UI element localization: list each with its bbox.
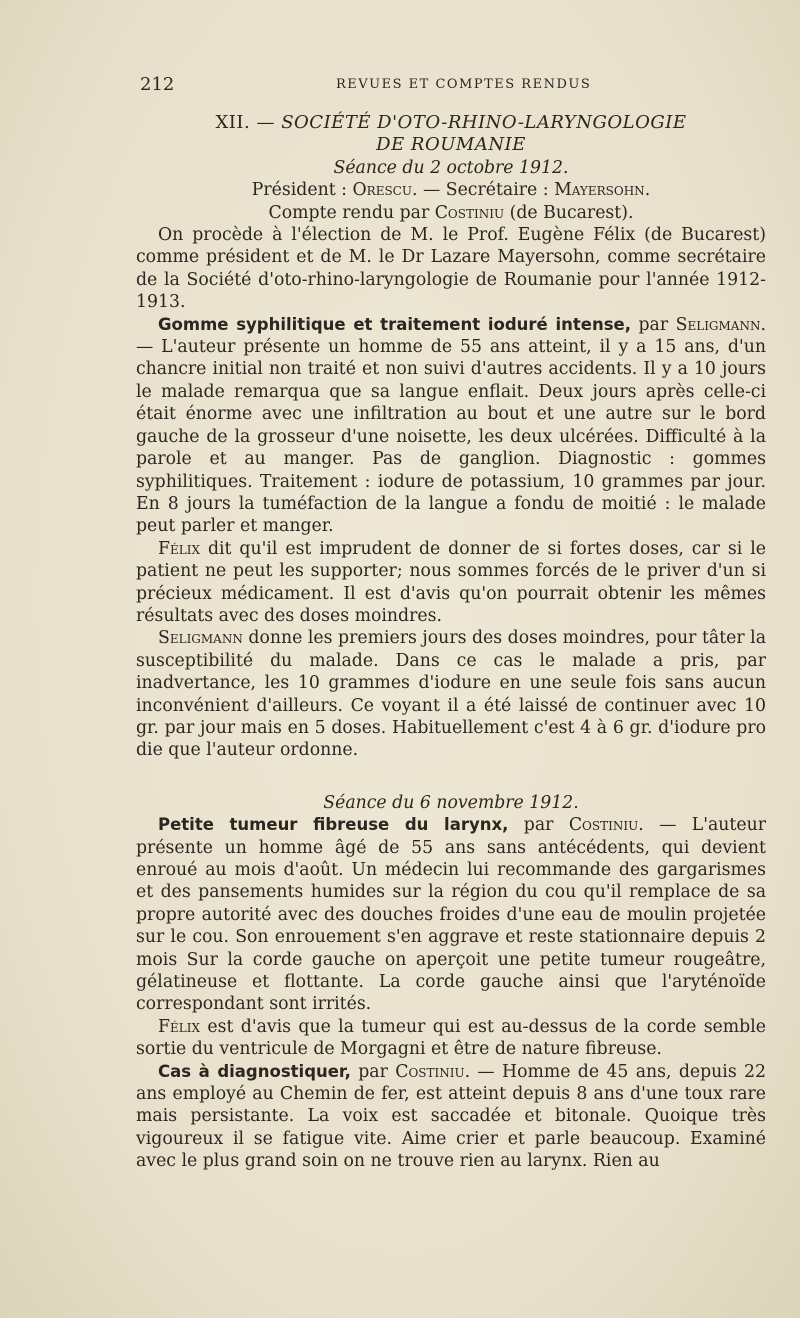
president-label: Président :: [251, 180, 347, 201]
section-title-line2: DE ROUMANIE: [376, 134, 526, 156]
section-number: XII. —: [215, 112, 275, 133]
tumeur-paragraph: [136, 814, 766, 1016]
felix-name-1: Félix: [158, 538, 201, 559]
felix-name-2: Félix: [158, 1016, 201, 1037]
report-author: Costiniu: [434, 202, 505, 223]
felix-paragraph-1: [136, 538, 766, 628]
page-header: [136, 74, 766, 96]
tumeur-text: . — L'auteur présente un homme âgé de 55 ans sans antécédents, qui devient enroué au mois d'août. Un médecin lui recommande des gargarismes et des pansements humides sur la région du cou qu'il remplace de sa propre autorité avec des douches froides d'une eau de moulin projetée sur le cou. Son enrouement s'en aggrave et reste stationnaire depuis 2 mois Sur la corde gauche on aperçoit une petite tumeur rougeâtre, gélatineuse et flottante. La corde gauche ainsi que l'aryténoïde correspondant sont irrités.: [136, 815, 766, 1015]
tumeur-heading: Petite tumeur fibreuse du larynx,: [158, 815, 509, 835]
cas-text: . — Homme de 45 ans, depuis 22 ans employé au Chemin de fer, est atteint depuis 8 ans d'une toux rare mais persistante. La voix est saccadée et bitonale. Quoique très vigoureux il se fatigue vite. Aime crier et parle beaucoup. Examiné avec le plus grand soin on ne trouve rien au larynx. Rien au: [136, 1061, 766, 1172]
cas-author: Costiniu: [395, 1061, 465, 1082]
president-name: Orescu: [352, 180, 412, 201]
report-line: [136, 202, 766, 224]
report-prefix: Compte rendu par: [268, 202, 430, 223]
section-title-line1: SOCIÉTÉ D'OTO-RHINO-LARYNGOLOGIE: [281, 112, 687, 133]
secretary-name: Mayersohn: [554, 180, 645, 201]
cas-by: par: [358, 1061, 388, 1082]
meeting-date-1: Séance du 2 octobre 1912.: [333, 157, 569, 178]
tumeur-author: Costiniu: [568, 815, 639, 836]
section-gap: [136, 762, 766, 792]
gomme-text: . — L'auteur présente un homme de 55 ans atteint, il y a 15 ans, d'un chancre initial non traité et non suivi d'autres accidents. Il y a 10 jours le malade remarqua que sa langue enflait. Deux jours après celle-ci était énorme avec une infiltration au bout et une autre sur le bord gauche de la grosseur d'une noisette, les deux ulcérées. Difficulté à la parole et au manger. Pas de ganglion. Diagnostic : gommes syphilitiques. Traitement : iodure de potassium, 10 grammes par jour. En 8 jours la tuméfaction de la langue a fondu de moitié : le malade peut parler et manger.: [136, 314, 766, 537]
secretary-label: . — Secrétaire :: [411, 180, 549, 201]
report-suffix: (de Bucarest).: [509, 202, 634, 223]
felix-text-2: est d'avis que la tumeur qui est au-dessus de la corde semble sortie du ventricule de Morgagni et être de nature fibreuse.: [136, 1016, 766, 1060]
meeting-date-2: Séance du 6 novembre 1912.: [323, 792, 579, 813]
page-content: [136, 112, 766, 1173]
page-number: 212: [140, 74, 175, 95]
felix-paragraph-2: [136, 1016, 766, 1061]
election-paragraph: On procède à l'élection de M. le Prof. Eugène Félix (de Bucarest) comme président et de M. le Dr Lazare Mayersohn, comme secrétaire de la Société d'oto-rhino-laryngologie de Roumanie pour l'année 1912-1913.: [136, 225, 766, 313]
seligmann-name: Seligmann: [158, 628, 243, 649]
gomme-paragraph: [136, 314, 766, 538]
gomme-by: par: [638, 314, 669, 335]
cas-heading: Cas à diagnostiquer,: [158, 1061, 351, 1081]
running-head: REVUES ET COMPTES RENDUS: [336, 77, 592, 92]
gomme-author: Seligmann: [675, 314, 761, 335]
gomme-heading: Gomme syphilitique et traitement ioduré intense,: [158, 314, 631, 334]
seligmann-paragraph: [136, 627, 766, 761]
tumeur-by: par: [523, 815, 554, 836]
officers-line: [136, 179, 766, 201]
cas-paragraph: [136, 1061, 766, 1173]
officers-end: .: [644, 180, 651, 201]
seligmann-text: donne les premiers jours des doses moindres, pour tâter la susceptibilité du malade. Dans ce cas le malade a pris, par inadvertance, les 10 grammes d'iodure en une seule fois sans aucun inconvénient d'ailleurs. Ce voyant il a été laissé de continuer avec 10 gr. par jour mais en 5 doses. Habituellement c'est 4 à 6 gr. d'iodure pro die que l'auteur ordonne.: [136, 628, 766, 761]
felix-text-1: dit qu'il est imprudent de donner de si fortes doses, car si le patient ne peut les supporter; nous sommes forcés de le priver d'un si précieux médicament. Il est d'avis qu'on pourrait obtenir les mêmes résultats avec des doses moindres.: [136, 538, 766, 626]
section-title: [136, 112, 766, 134]
